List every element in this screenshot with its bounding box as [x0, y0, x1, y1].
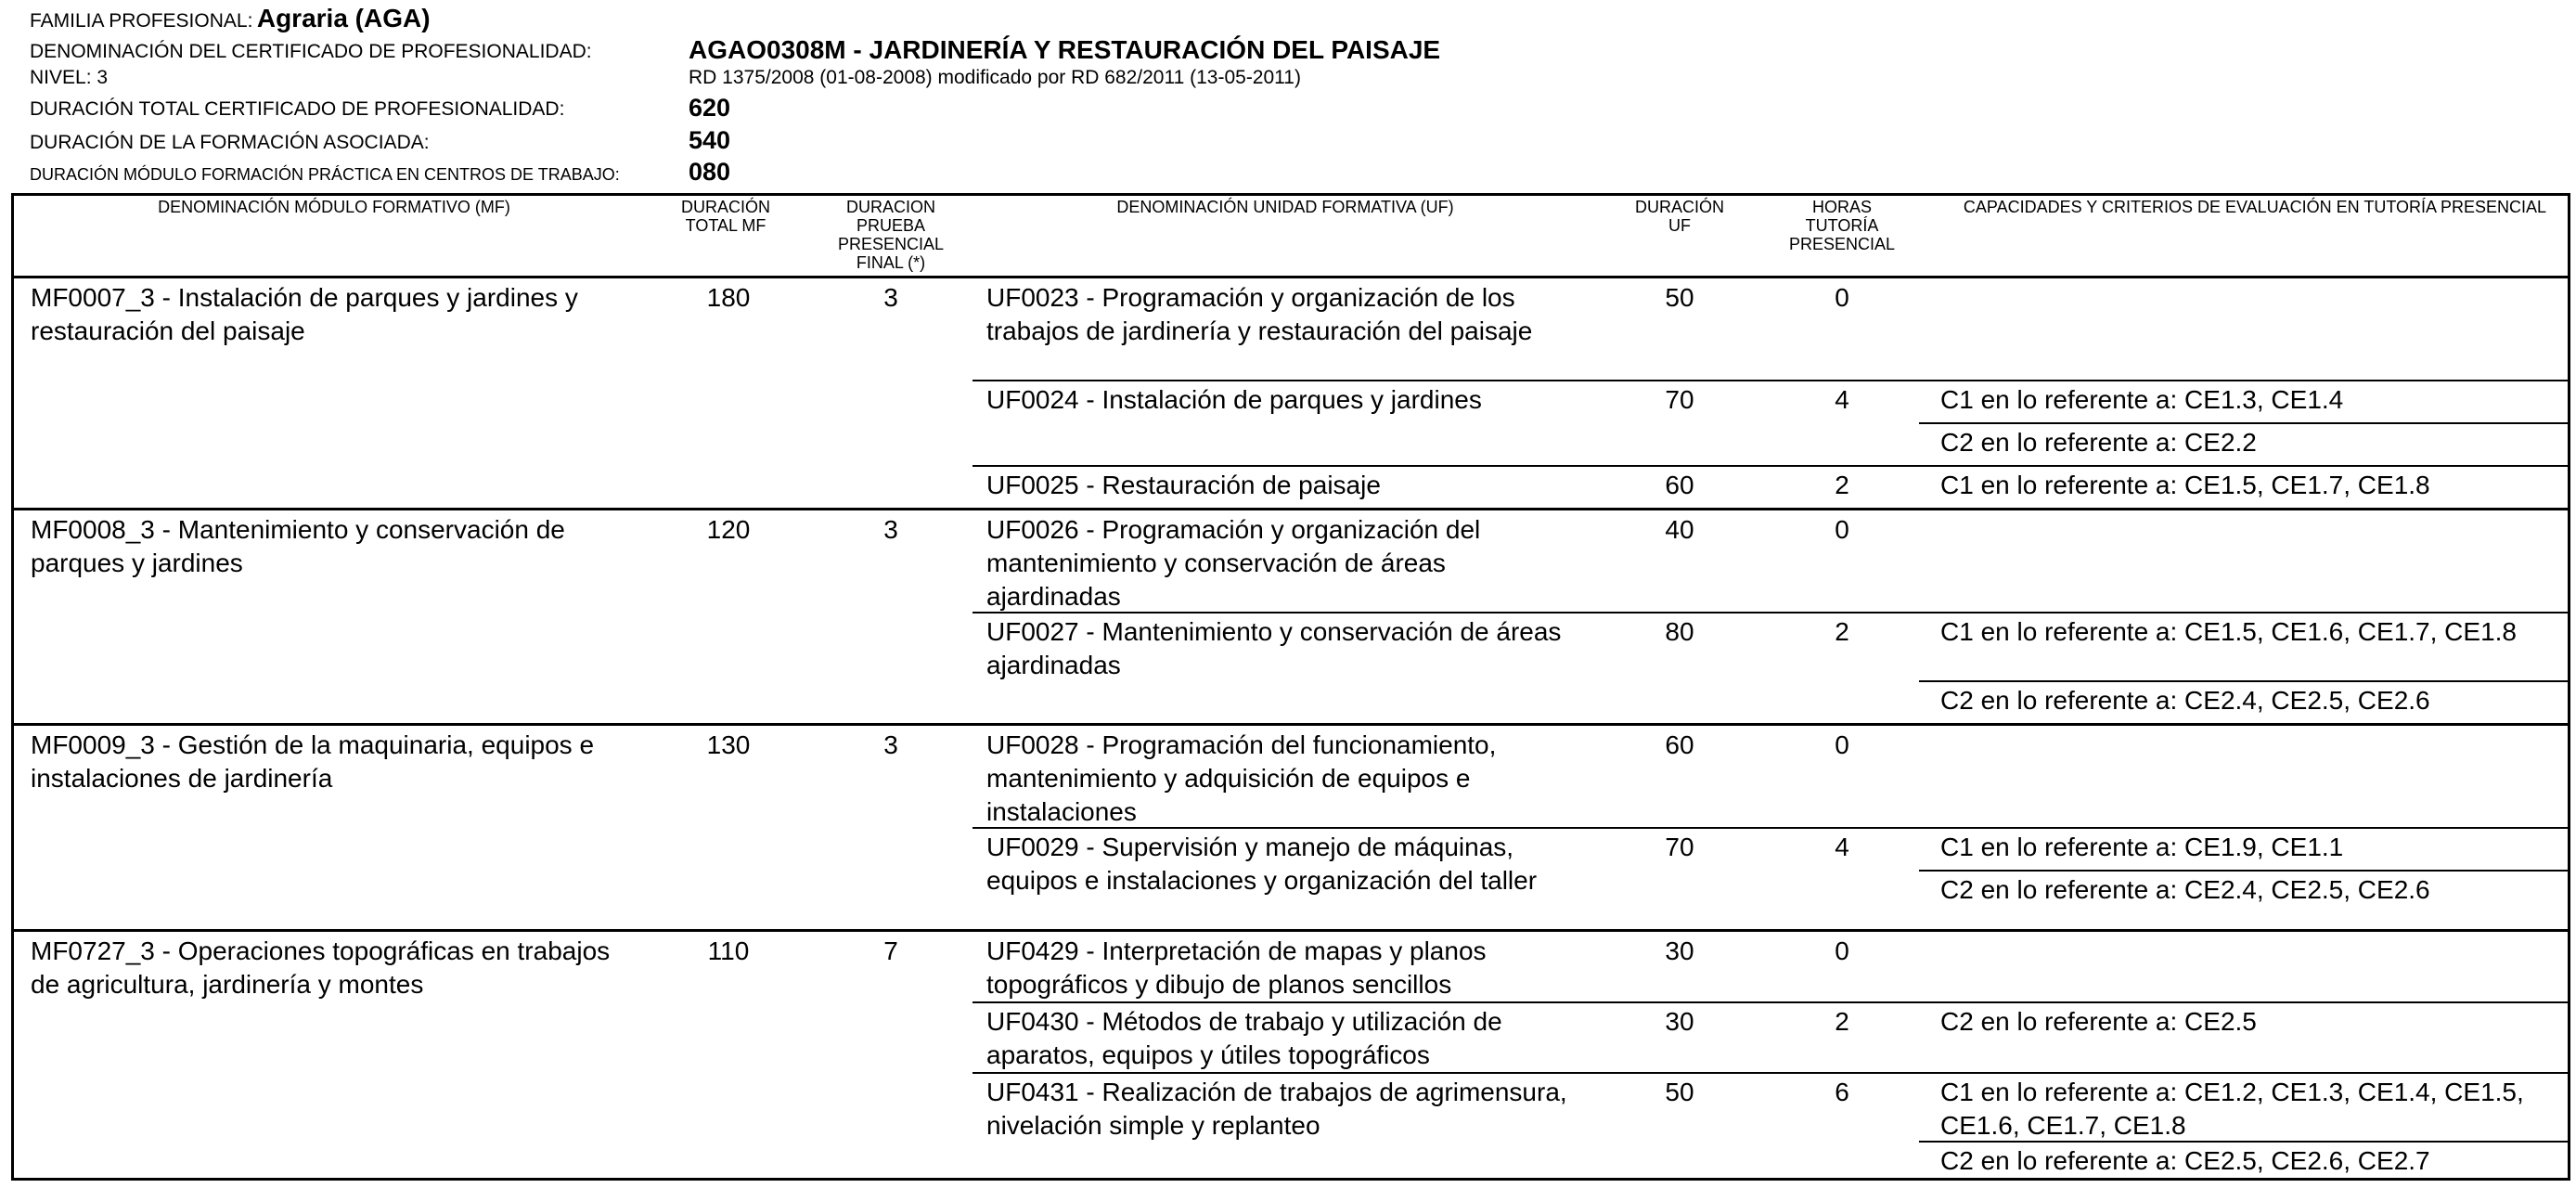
- col-header-mf: DENOMINACIÓN MÓDULO FORMATIVO (MF): [158, 198, 510, 216]
- uf-dur: 50: [1665, 1078, 1694, 1106]
- uf-capacidad: C1 en lo referente a: CE1.5, CE1.7, CE1.8: [1940, 471, 2430, 499]
- cap-divider: [1919, 870, 2568, 872]
- col-header-total: DURACIÓN TOTAL MF: [680, 198, 770, 235]
- cap-divider: [1919, 680, 2568, 682]
- uf-name: UF0025 - Restauración de paisaje: [986, 471, 1381, 499]
- uf-name: UF0429 - Interpretación de mapas y planos topográficos y dibujo de planos sencillos: [986, 936, 1487, 999]
- uf-horas: 0: [1835, 283, 1849, 312]
- module-divider: [14, 929, 2568, 932]
- familia-value: Agraria (AGA): [256, 4, 431, 32]
- col-header-dur-uf: DURACIÓN UF: [1634, 198, 1724, 235]
- uf-dur: 30: [1665, 936, 1694, 965]
- mf-prueba: 3: [883, 730, 898, 759]
- header-divider: [14, 276, 2568, 278]
- uf-capacidad: C2 en lo referente a: CE2.4, CE2.5, CE2.6: [1940, 875, 2430, 904]
- uf-capacidad: C2 en lo referente a: CE2.2: [1940, 428, 2257, 457]
- uf-horas: 0: [1835, 515, 1849, 544]
- uf-horas: 2: [1835, 471, 1849, 499]
- uf-name: UF0431 - Realización de trabajos de agrimensura, nivelación simple y replanteo: [986, 1078, 1567, 1140]
- mf-prueba: 3: [883, 283, 898, 312]
- cap-divider: [1919, 1141, 2568, 1143]
- mf-total: 120: [706, 515, 751, 544]
- uf-horas: 4: [1835, 833, 1849, 861]
- mf-prueba: 7: [883, 936, 898, 965]
- familia-label: FAMILIA PROFESIONAL:: [30, 10, 253, 32]
- row-divider: [972, 612, 2568, 613]
- module-divider: [14, 723, 2568, 726]
- row-divider: [972, 827, 2568, 829]
- rd-text: RD 1375/2008 (01-08-2008) modificado por RD 682/2011 (13-05-2011): [689, 67, 1301, 88]
- modules-table: [11, 193, 2570, 1181]
- uf-capacidad: C1 en lo referente a: CE1.5, CE1.6, CE1.7, CE1.8: [1940, 617, 2518, 646]
- mf-total: 110: [707, 936, 750, 965]
- uf-name: UF0027 - Mantenimiento y conservación de áreas ajardinadas: [986, 617, 1562, 679]
- familia-line: [30, 4, 431, 33]
- row-divider: [972, 1001, 2568, 1003]
- uf-dur: 70: [1665, 833, 1694, 861]
- uf-dur: 40: [1665, 515, 1694, 544]
- certificate-title: AGAO0308M - JARDINERÍA Y RESTAURACIÓN DEL PAISAJE: [689, 35, 1441, 64]
- denominacion-label: DENOMINACIÓN DEL CERTIFICADO DE PROFESIONALIDAD:: [30, 41, 592, 62]
- duracion-practica-label: DURACIÓN MÓDULO FORMACIÓN PRÁCTICA EN CENTROS DE TRABAJO:: [30, 165, 620, 184]
- col-header-prueba: DURACION PRUEBA PRESENCIAL FINAL (*): [837, 198, 945, 272]
- uf-capacidad: C1 en lo referente a: CE1.9, CE1.1: [1940, 833, 2344, 861]
- mf-name: MF0727_3 - Operaciones topográficas en trabajos de agricultura, jardinería y montes: [31, 936, 611, 999]
- col-header-uf: DENOMINACIÓN UNIDAD FORMATIVA (UF): [1116, 198, 1454, 216]
- col-header-caps: CAPACIDADES Y CRITERIOS DE EVALUACIÓN EN TUTORÍA PRESENCIAL: [1963, 198, 2547, 216]
- duracion-total-value: 620: [689, 94, 731, 122]
- row-divider: [972, 465, 2568, 467]
- uf-name: UF0024 - Instalación de parques y jardines: [986, 385, 1482, 414]
- uf-horas: 2: [1835, 1007, 1849, 1036]
- row-divider: [972, 1072, 2568, 1074]
- col-header-horas: HORAS TUTORÍA PRESENCIAL: [1788, 198, 1896, 253]
- uf-horas: 0: [1835, 936, 1849, 965]
- row-divider: [972, 380, 2568, 381]
- mf-total: 130: [706, 730, 751, 759]
- mf-total: 180: [706, 283, 751, 312]
- module-divider: [14, 508, 2568, 510]
- duracion-formacion-value: 540: [689, 126, 731, 154]
- uf-horas: 4: [1835, 385, 1849, 414]
- uf-dur: 30: [1665, 1007, 1694, 1036]
- uf-capacidad: C2 en lo referente a: CE2.5, CE2.6, CE2.7: [1940, 1146, 2430, 1175]
- nivel-label: NIVEL: 3: [30, 67, 109, 88]
- duracion-total-label: DURACIÓN TOTAL CERTIFICADO DE PROFESIONALIDAD:: [30, 98, 565, 120]
- uf-horas: 0: [1835, 730, 1849, 759]
- duracion-formacion-label: DURACIÓN DE LA FORMACIÓN ASOCIADA:: [30, 132, 430, 153]
- uf-name: UF0029 - Supervisión y manejo de máquinas, equipos e instalaciones y organización del taller: [986, 833, 1538, 895]
- duracion-practica-value: 080: [689, 158, 731, 186]
- uf-capacidad: C1 en lo referente a: CE1.2, CE1.3, CE1.4, CE1.5, CE1.6, CE1.7, CE1.8: [1940, 1078, 2524, 1140]
- uf-dur: 60: [1665, 730, 1694, 759]
- uf-capacidad: C2 en lo referente a: CE2.4, CE2.5, CE2.6: [1940, 686, 2430, 715]
- uf-horas: 6: [1835, 1078, 1849, 1106]
- uf-capacidad: C1 en lo referente a: CE1.3, CE1.4: [1940, 385, 2344, 414]
- cap-divider: [1919, 422, 2568, 424]
- uf-dur: 50: [1665, 283, 1694, 312]
- uf-dur: 80: [1665, 617, 1694, 646]
- mf-name: MF0007_3 - Instalación de parques y jardines y restauración del paisaje: [31, 283, 578, 345]
- mf-prueba: 3: [883, 515, 898, 544]
- uf-horas: 2: [1835, 617, 1849, 646]
- uf-capacidad: C2 en lo referente a: CE2.5: [1940, 1007, 2257, 1036]
- uf-name: UF0026 - Programación y organización del mantenimiento y conservación de áreas ajardinadas: [986, 515, 1481, 611]
- mf-name: MF0009_3 - Gestión de la maquinaria, equipos e instalaciones de jardinería: [31, 730, 595, 793]
- uf-name: UF0028 - Programación del funcionamiento, mantenimiento y adquisición de equipos e instalaciones: [986, 730, 1497, 826]
- uf-name: UF0023 - Programación y organización de los trabajos de jardinería y restauración del paisaje: [986, 283, 1533, 345]
- mf-name: MF0008_3 - Mantenimiento y conservación de parques y jardines: [31, 515, 565, 577]
- uf-dur: 60: [1665, 471, 1694, 499]
- uf-name: UF0430 - Métodos de trabajo y utilización de aparatos, equipos y útiles topográficos: [986, 1007, 1502, 1069]
- uf-dur: 70: [1665, 385, 1694, 414]
